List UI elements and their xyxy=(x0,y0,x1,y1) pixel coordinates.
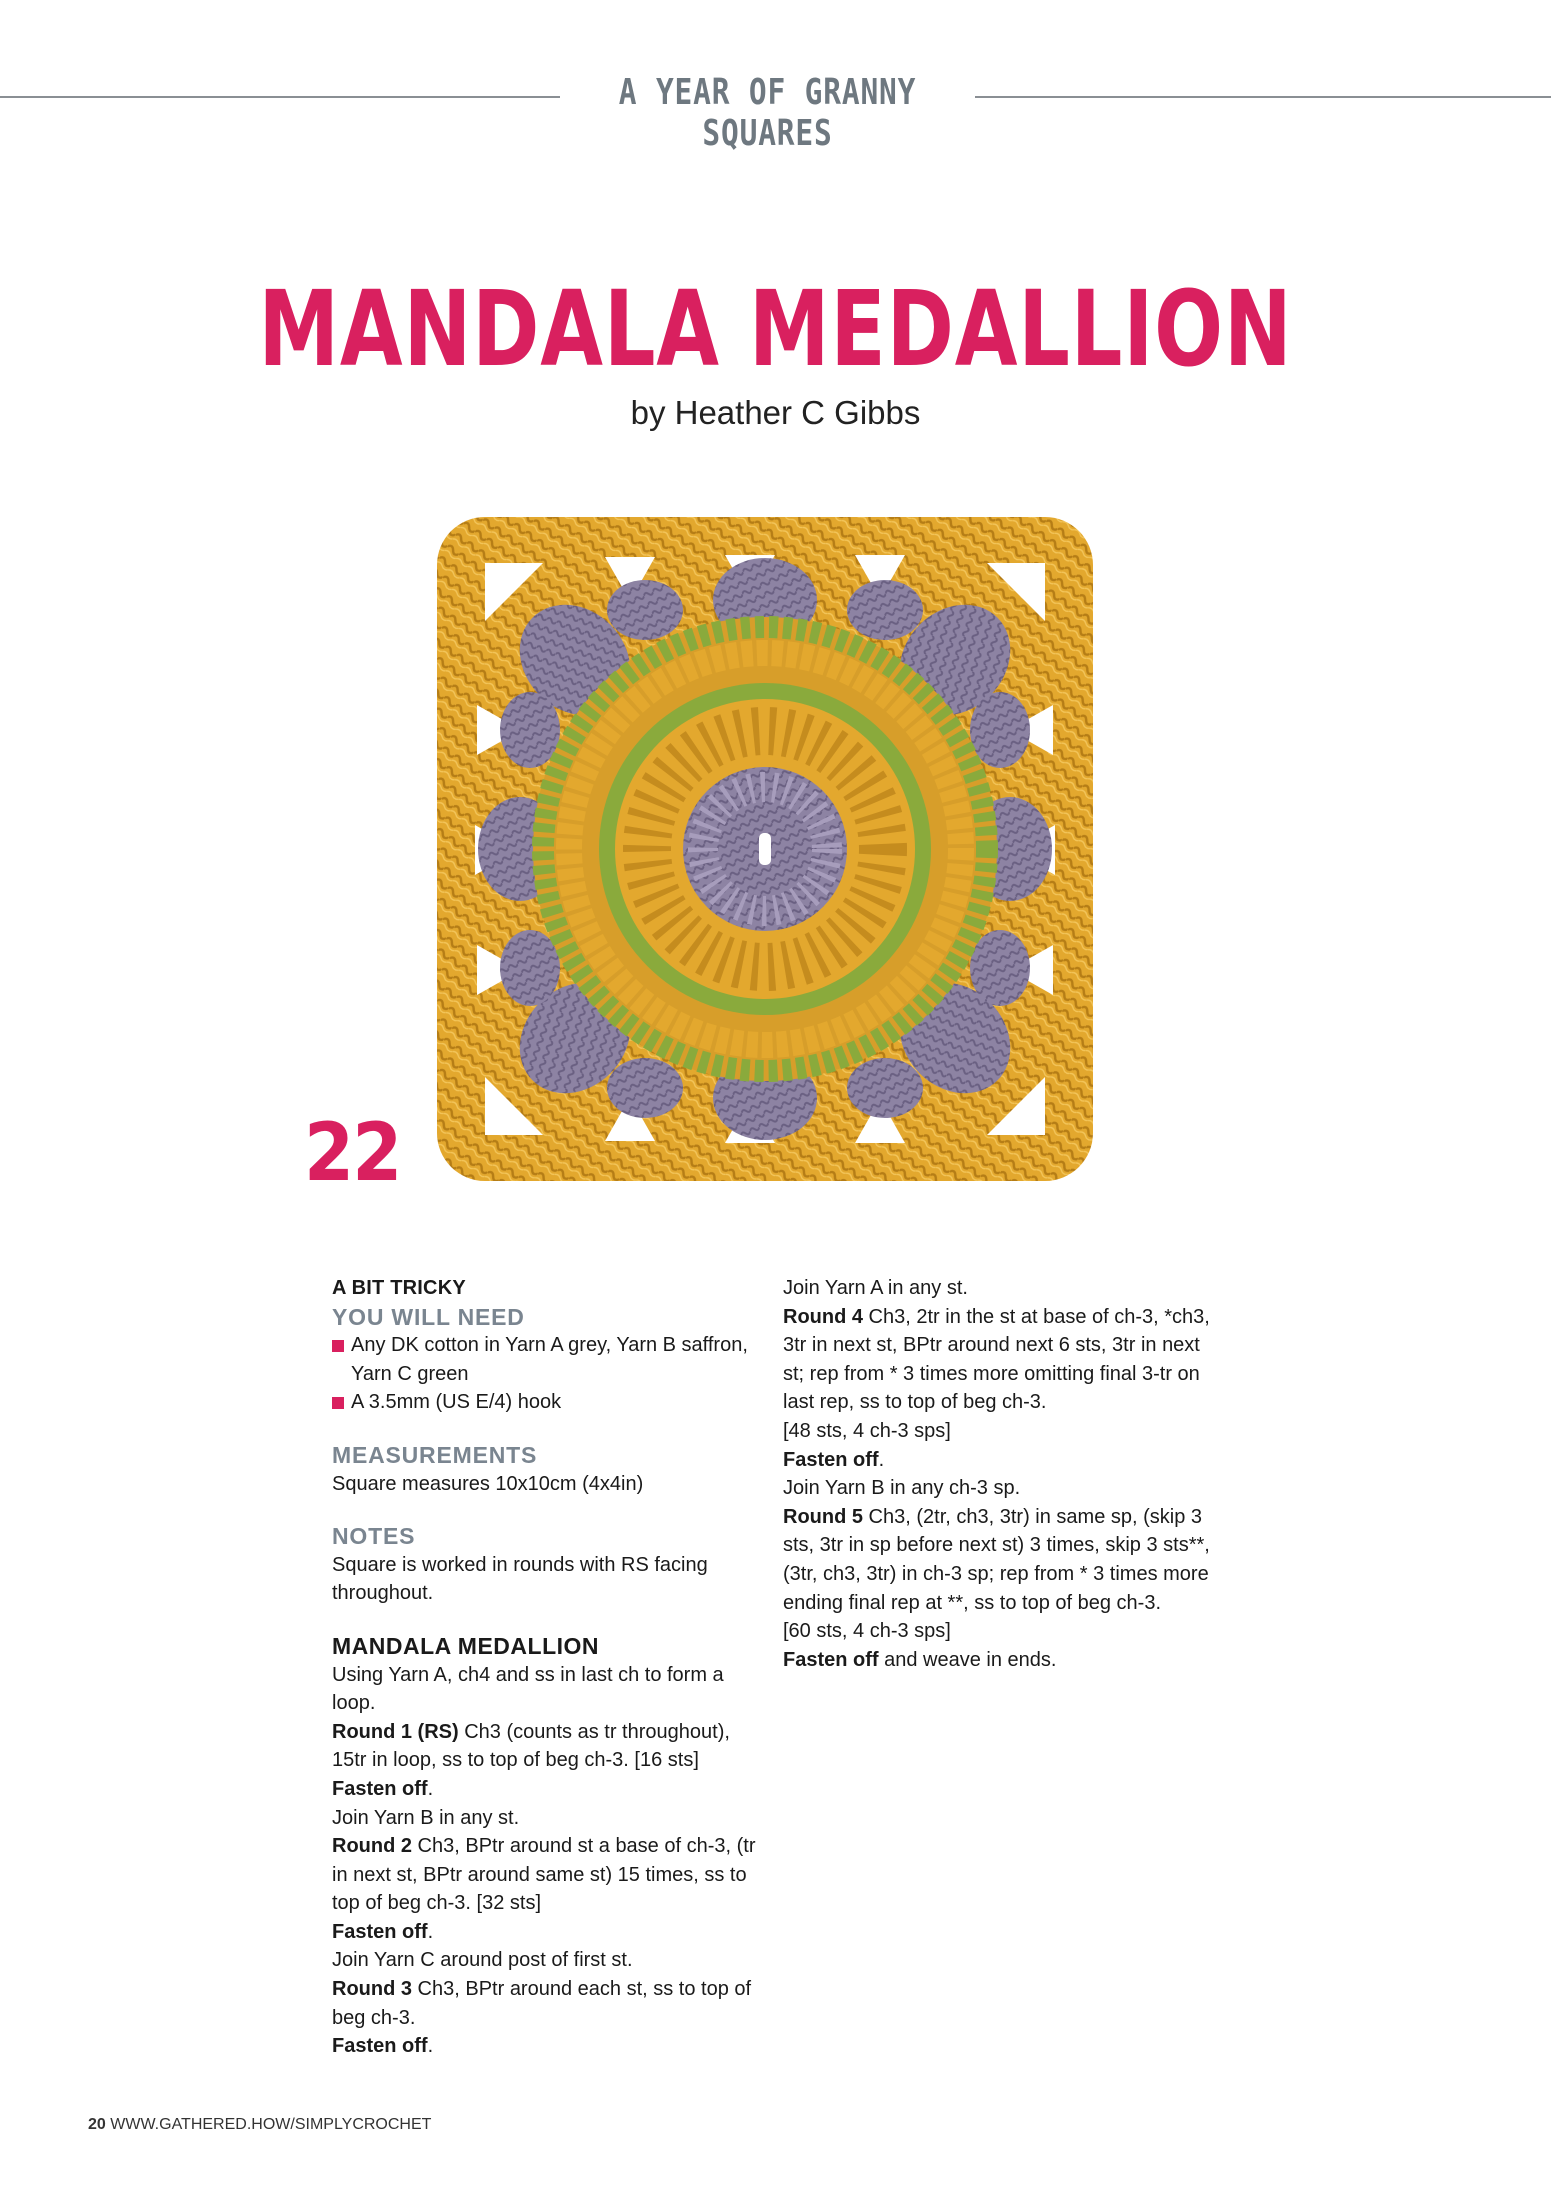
pattern-step: Join Yarn C around post of first st. xyxy=(332,1949,633,1972)
list-item xyxy=(332,1388,762,1417)
pattern-step: Fasten off. xyxy=(332,2035,434,2058)
notes-heading: NOTES xyxy=(332,1523,416,1550)
pattern-step: [60 sts, 4 ch-3 sps] xyxy=(783,1620,951,1643)
bullet-square-icon xyxy=(332,1397,344,1409)
author-byline: by Heather C Gibbs xyxy=(630,394,921,431)
page-number: 20 xyxy=(88,2116,106,2133)
series-title: A YEAR OF GRANNY SQUARES xyxy=(618,72,917,154)
page-title: MANDALA MEDALLION xyxy=(258,268,1293,390)
pattern-step: Fasten off and weave in ends. xyxy=(783,1648,1057,1671)
measurements-heading: MEASUREMENTS xyxy=(332,1441,538,1468)
notes-text: Square is worked in rounds with RS facing throughout. xyxy=(332,1553,708,1605)
you-will-need-heading: YOU WILL NEED xyxy=(332,1303,525,1330)
granny-square-photo xyxy=(425,505,1105,1193)
header-rule-right xyxy=(975,96,1551,98)
pattern-step: Round 1 (RS) Ch3 (counts as tr throughout), 15tr in loop, ss to top of beg ch-3. [16 sts] xyxy=(332,1720,730,1772)
pattern-step: Join Yarn A in any st. xyxy=(783,1277,968,1299)
page-footer xyxy=(88,2116,431,2134)
pattern-step: Fasten off. xyxy=(332,1920,434,1943)
pattern-step: [48 sts, 4 ch-3 sps] xyxy=(783,1419,951,1442)
header-rule-left xyxy=(0,96,560,98)
pattern-heading: MANDALA MEDALLION xyxy=(332,1632,600,1659)
pattern-step: Round 2 Ch3, BPtr around st a base of ch-3, (tr in next st, BPtr around same st) 15 times, ss to top of beg ch-3. [32 sts] xyxy=(332,1835,756,1915)
pattern-step: Using Yarn A, ch4 and ss in last ch to form a loop. xyxy=(332,1663,724,1715)
center-hole xyxy=(759,833,771,865)
pattern-step: Fasten off. xyxy=(332,1777,434,1800)
pattern-step: Join Yarn B in any st. xyxy=(332,1806,520,1829)
left-column xyxy=(332,1274,762,2061)
list-item xyxy=(332,1331,762,1388)
pattern-step: Join Yarn B in any ch-3 sp. xyxy=(783,1477,1021,1500)
pattern-step: Round 3 Ch3, BPtr around each st, ss to top of beg ch-3. xyxy=(332,1978,752,2029)
list-item-text: Any DK cotton in Yarn A grey, Yarn B saffron, Yarn C green xyxy=(351,1334,748,1385)
difficulty-label: A BIT TRICKY xyxy=(332,1277,466,1299)
bullet-square-icon xyxy=(332,1340,344,1352)
right-column xyxy=(783,1274,1213,1674)
pattern-step: Fasten off. xyxy=(783,1448,885,1471)
list-item-text: A 3.5mm (US E/4) hook xyxy=(351,1391,562,1414)
pattern-number: 22 xyxy=(304,1106,401,1199)
pattern-step: Round 4 Ch3, 2tr in the st at base of ch-3, *ch3, 3tr in next st, BPtr around next 6 sts, 3tr in next st; rep from * 3 times more omitting final 3-tr on last rep, ss to top of beg ch-3. xyxy=(783,1305,1210,1414)
measurements-text: Square measures 10x10cm (4x4in) xyxy=(332,1472,644,1495)
website-link[interactable]: WWW.GATHERED.HOW/SIMPLYCROCHET xyxy=(110,2116,432,2133)
pattern-step: Round 5 Ch3, (2tr, ch3, 3tr) in same sp, (skip 3 sts, 3tr in sp before next st) 3 times, skip 3 sts**, (3tr, ch3, 3tr) in ch-3 sp; rep from * 3 times more ending final rep at **, ss to top of beg ch-3. xyxy=(783,1505,1210,1614)
